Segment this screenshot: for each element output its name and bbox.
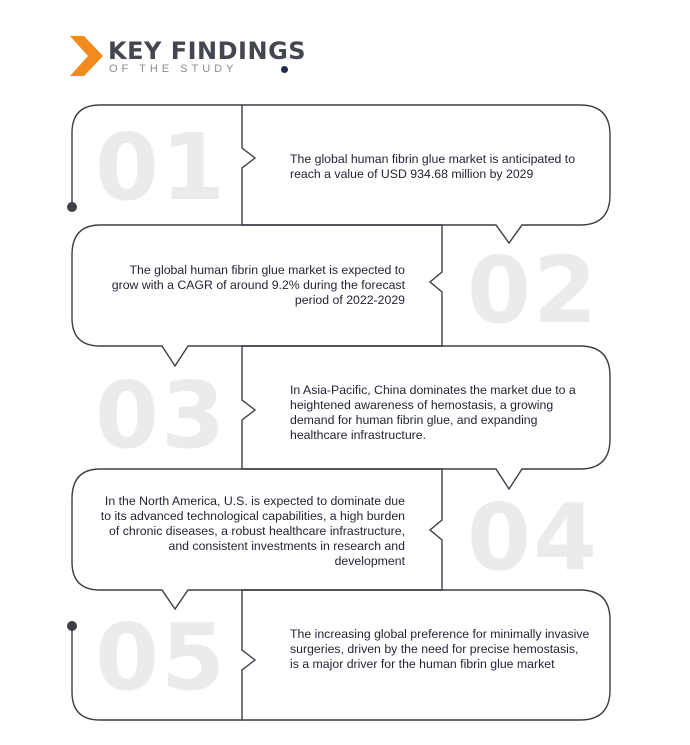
finding-text-2: The global human fibrin glue market is expected to grow with a CAGR of around 9.2% during the forecast period of 2022-2029 — [111, 263, 405, 307]
finding-number-2: 02 — [466, 237, 600, 344]
finding-text-4: In the North America, U.S. is expected to dominate due to its advanced technological capabilities, a high burden of chronic diseases, a robust healthcare infrastructure, and consistent investments in research and development — [100, 494, 405, 568]
finding-text-1: The global human fibrin glue market is anticipated to reach a value of USD 934.68 million by 2029 — [290, 152, 576, 181]
finding-number-3: 03 — [94, 362, 228, 469]
finding-text-5: The increasing global preference for minimally invasive surgeries, driven by the need for precise hemostasis, is a major driver for the human fibrin glue market — [290, 627, 590, 671]
finding-number-5: 05 — [94, 604, 228, 711]
finding-number-1: 01 — [94, 114, 228, 221]
page-title: KEY FINDINGS — [108, 37, 307, 65]
finding-number-4: 04 — [466, 484, 600, 591]
page-subtitle: OF THE STUDY — [109, 63, 238, 75]
finding-text-3: In Asia-Pacific, China dominates the market due to a heightened awareness of hemostasis, a growing demand for human fibrin glue, and expanding healthcare infrastructure. — [290, 383, 576, 442]
